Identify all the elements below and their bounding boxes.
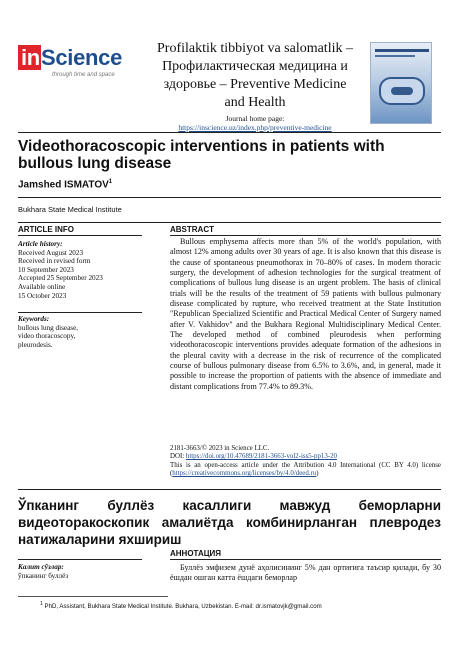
history-line: 15 October 2023 [18, 291, 67, 300]
journal-homepage-link[interactable]: https://inscience.uz/index.php/preventive-medicine [178, 123, 332, 132]
journal-header [18, 40, 441, 132]
license-link[interactable]: https://creativecommons.org/licenses/by/4.0/deed.ru [172, 470, 317, 478]
logo-in-text: in [18, 45, 41, 70]
article-title: Videothoracoscopic interventions in patients with bullous lung disease [18, 138, 385, 172]
inscience-logo [18, 46, 136, 98]
article-info-heading-divider [18, 235, 142, 236]
issn-line: 2181-3663/© 2023 in Science LLC. [170, 445, 270, 452]
history-line: Available online [18, 282, 66, 291]
keyword-item: bullous lung disease, [18, 323, 79, 332]
history-line: Received August 2023 [18, 248, 84, 257]
keyword-item: video thoracoscopy, [18, 332, 76, 341]
uzbek-article-title: Ўпканинг буллёз касаллиги мавжуд беморларни видеоторакоскопик амалиётда комбинирланган плевродез натижаларини яхшириш [18, 498, 441, 547]
article-history [18, 240, 142, 300]
article-history-label: Article history: [18, 240, 63, 248]
uzbek-keywords-label: Калит сўзлар: [18, 563, 64, 571]
section-top-divider [18, 222, 441, 223]
english-section-end-divider [18, 489, 441, 490]
annotation-heading: АННОТАЦИЯ [170, 549, 222, 558]
doi-line [170, 453, 441, 461]
logo-science-text: Science [40, 45, 123, 70]
article-info-heading: ARTICLE INFO [18, 225, 74, 234]
author-name-text: Jamshed ISMATOV [18, 179, 109, 191]
history-line: 10 September 2023 [18, 265, 74, 274]
keywords-block [18, 315, 142, 349]
journal-homepage-label: Journal home page: [225, 114, 285, 123]
license-text-end: ) [316, 470, 319, 478]
keyword-item: pleurodesis. [18, 340, 53, 349]
uzbek-keyword-item: ўпканинг буллёз [18, 571, 69, 580]
uzbek-info-divider [18, 559, 142, 560]
doi-link[interactable]: https://doi.org/10.47689/2181-3663-vol2-iss5-pp13-20 [185, 453, 337, 461]
article-metadata [170, 445, 441, 479]
author-name [18, 179, 112, 190]
author-footnote [40, 601, 440, 610]
journal-title-line-1: Profilaktik tibbiyot va salomatlik – [157, 41, 353, 56]
doi-label: DOI: [170, 453, 186, 461]
footnote-mark: 1 [40, 601, 43, 607]
annotation-heading-divider [170, 559, 441, 560]
journal-cover-image [370, 42, 432, 124]
abstract-heading-divider [170, 235, 441, 236]
author-footnote-mark: 1 [108, 179, 113, 185]
author-divider [18, 197, 441, 198]
journal-title-line-4: and Health [224, 95, 286, 110]
footnote-divider [18, 596, 168, 597]
keywords-label: Keywords: [18, 315, 50, 323]
uzbek-keywords-block [18, 563, 142, 580]
abstract-heading: ABSTRACT [170, 225, 214, 234]
author-affiliation: Bukhara State Medical Institute [18, 205, 122, 214]
journal-title [144, 40, 366, 112]
license-line [170, 462, 441, 479]
history-line: Accepted 25 September 2023 [18, 274, 103, 283]
keywords-divider [18, 312, 142, 313]
journal-title-line-2: Профилактическая медицина и [162, 59, 348, 74]
header-divider [18, 132, 441, 133]
abstract-text: Bullous emphysema affects more than 5% of the world's population, with almost 12% among adults over 30 years of age. It is also known that this disease is the cause of spontaneous pneumothorax in 70–80% of cases. In modern thoracic surgery, the development of adhesion technologies for the surgical treatment of complications of bullous lung disease is an urgent problem. The basis of clinical trials will be the results of the treatment of 59 patients with bullous pulmonary disease complicated by rupture, who received treatment at the State Institution "Republican Specialized Scientific and Practical Medical Center of Surgery named after V. Vakhidov" and the Bukhara Regional Multidisciplinary Medical Center. The developed method of combined pleurodesis when performing videothoracoscopic interventions provides adequate formation of the adhesions in the pleural cavity with a decrease in the risk of recurrence of the complicated course of bullous pulmonary disease from 6.5% to 3.6%, and, in general, made it possible to increase the proportion of patients with the absence of immediate and distant complications from 77.4% to 89.3%. [170, 237, 441, 391]
license-text: This is an open-access article under the Attribution 4.0 International (CC BY 4.0) license ( [170, 461, 441, 478]
annotation-text: Буллёз эмфизем дунё аҳолисининг 5% дан ортиғига таъсир қилади, бу 30 ёшдан ошган катта ёшдаги беморлар [170, 563, 441, 583]
journal-title-line-3: здоровье – Preventive Medicine [163, 77, 347, 92]
history-line: Received in revised form [18, 257, 91, 266]
footnote-text: PhD, Assistant, Bukhara State Medical Institute. Bukhara, Uzbekistan. E-mail: dr.ismatovjk@gmail.com [44, 603, 322, 611]
logo-tagline: through time and space [52, 72, 115, 78]
